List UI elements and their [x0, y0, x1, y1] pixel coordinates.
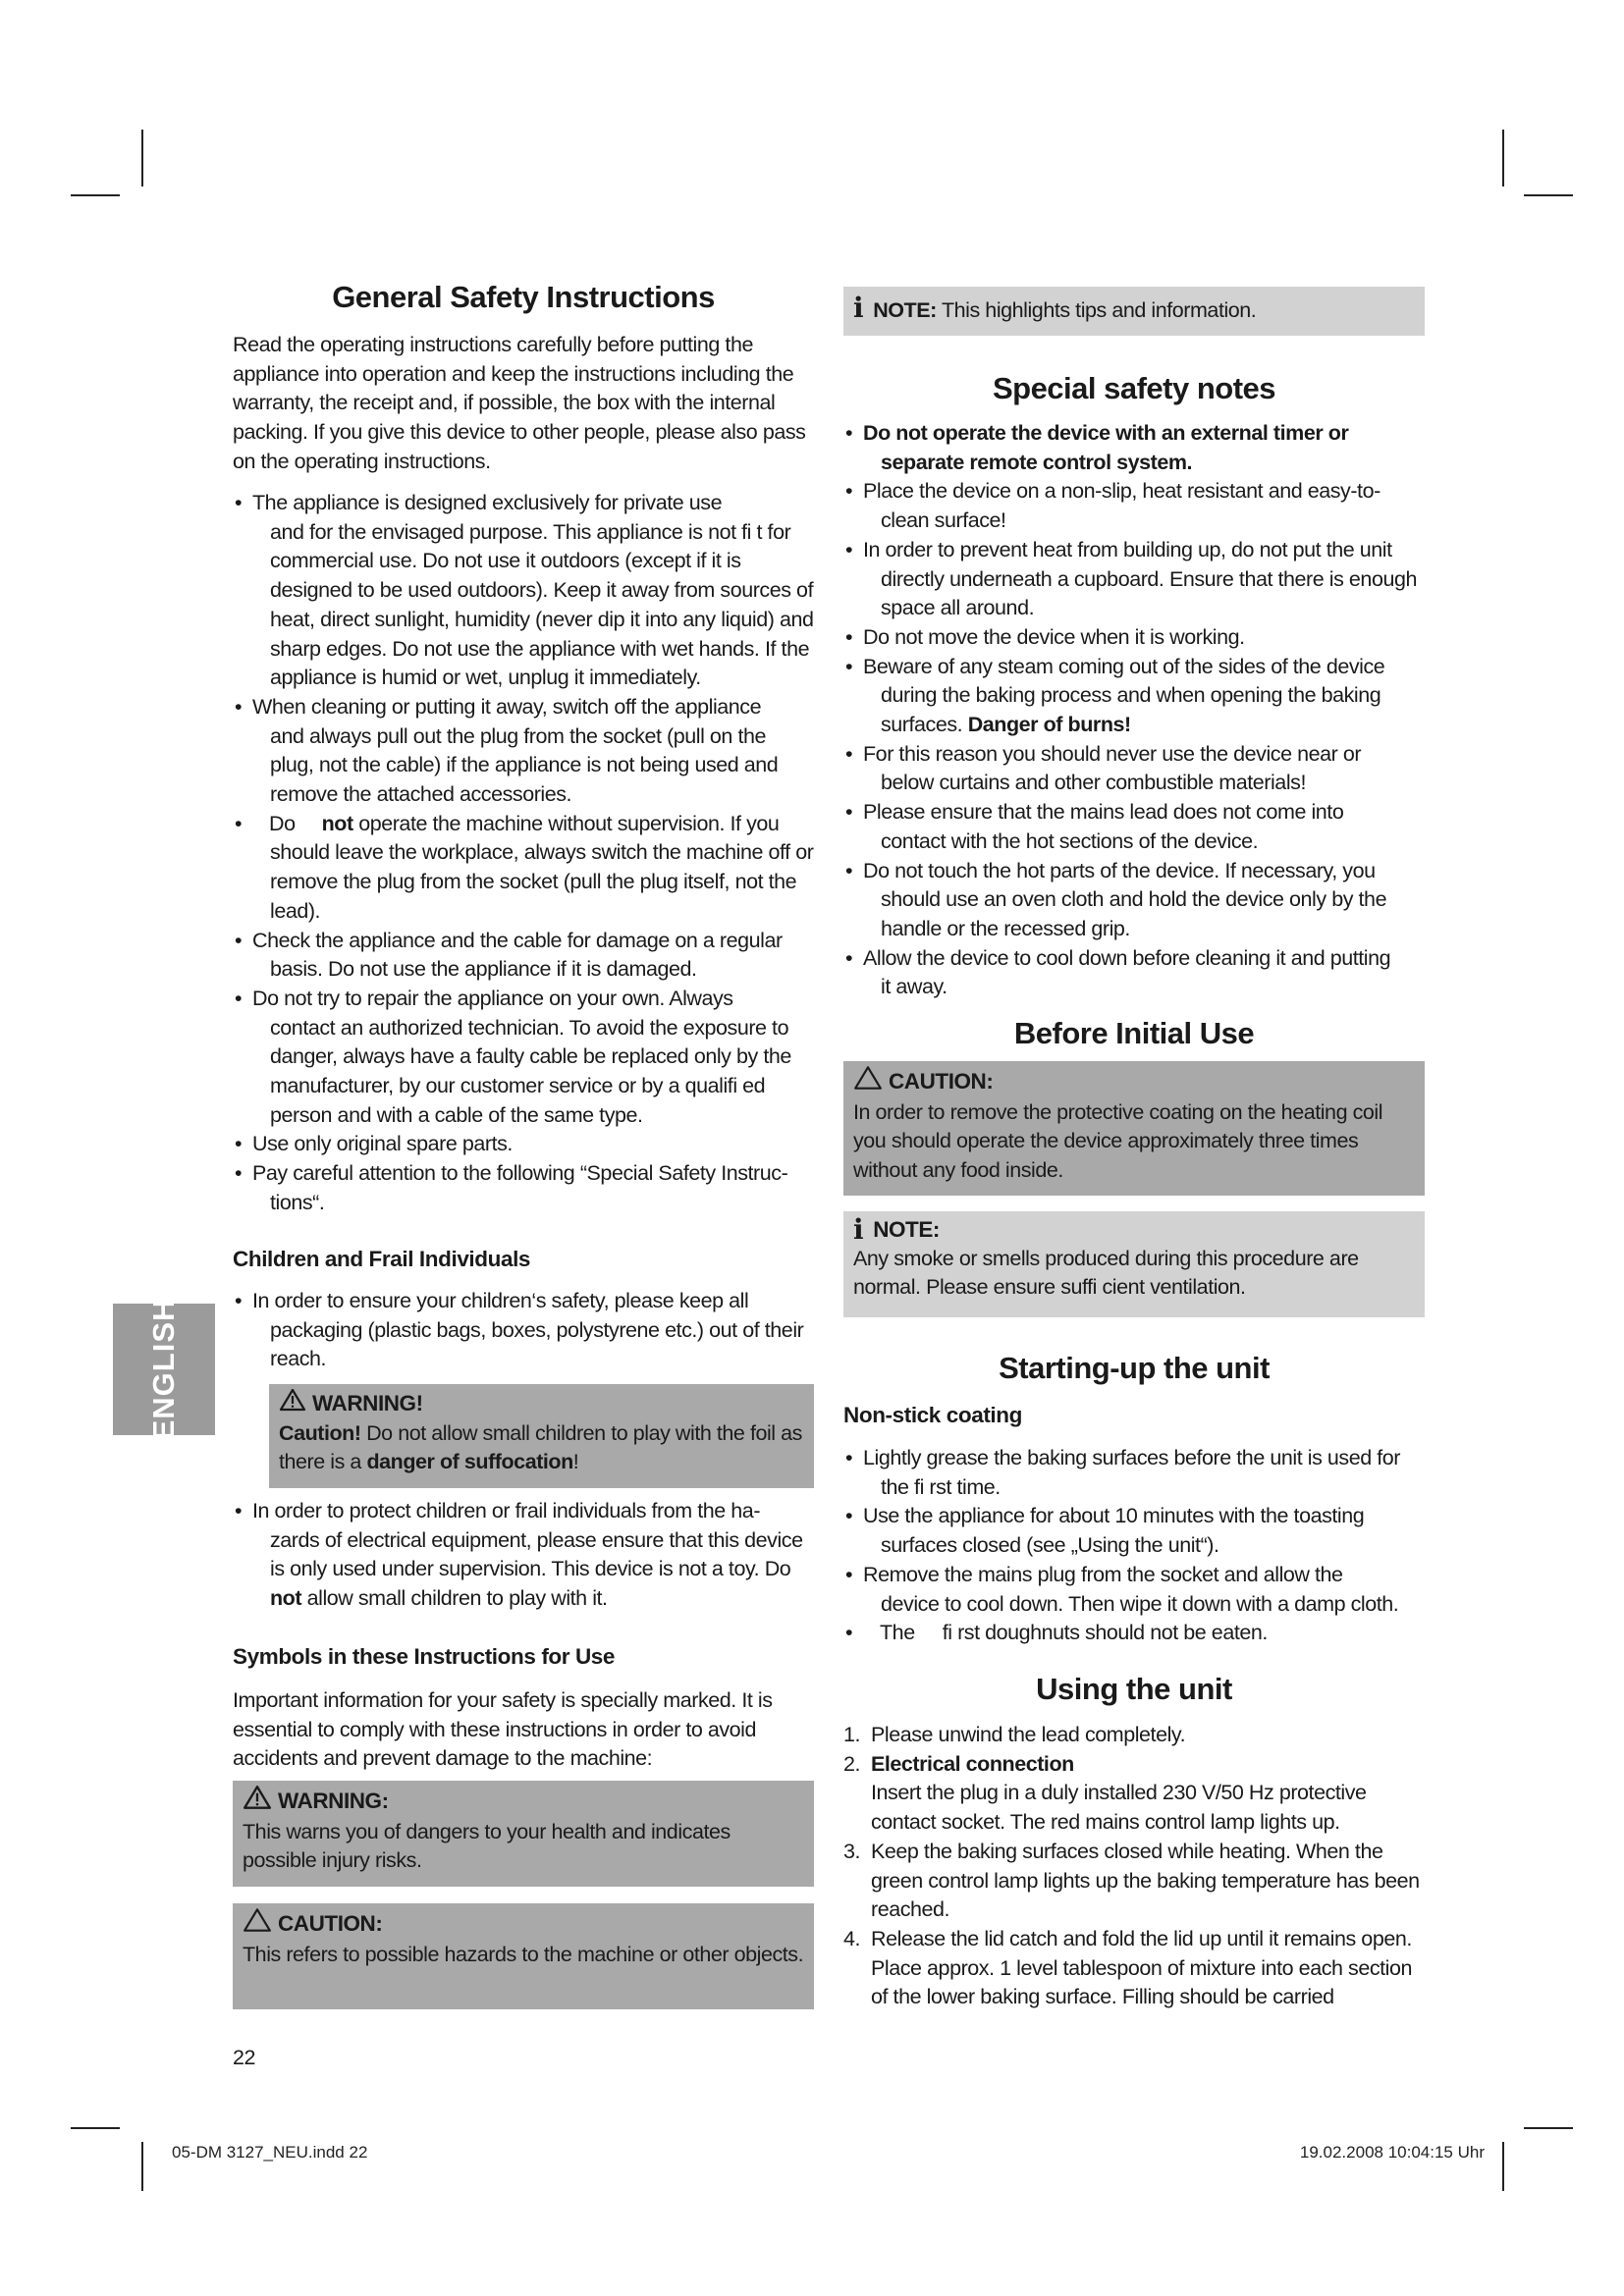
- crop-mark: [71, 194, 120, 196]
- symbols-title: Symbols in these Instructions for Use: [233, 1644, 616, 1669]
- list-item: • In order to ensure your children‘s safety, please keep all packaging (plastic bags, boxes, polystyrene etc.) out of their reach.: [233, 1287, 814, 1374]
- before-initial-use-title: Before Initial Use: [1013, 1016, 1255, 1050]
- crop-mark: [1502, 2142, 1504, 2191]
- list-item: • Place the device on a non-slip, heat resistant and easy-to- clean surface!: [843, 477, 1425, 535]
- crop-mark: [141, 130, 143, 187]
- general-safety-intro: Read the operating instructions carefully before putting the appliance into operation and keep the instructions including the warranty, the receipt and, if possible, the box with the internal packing. If you give this device to other people, please also pass on the operating instructions.: [233, 333, 806, 473]
- list-item: • The appliance is designed exclusively for private use and for the envisaged purpose. This appliance is not fi t for commercial use. Do not use it outdoors (except if it is designed to be used outdoors). Keep it away from sources of heat, direct sunlight, humidity (never dip it into any liquid) and sharp edges. Do not use the appliance with wet hands. If the appliance is humid or wet, unplug it immediately.: [233, 489, 814, 693]
- list-item: • Do not operate the device with an external timer or separate remote control system.: [843, 419, 1425, 477]
- warning-symbol-box: WARNING: This warns you of dangers to your health and indicates possible injury risks.: [233, 1781, 814, 1887]
- note-symbol-box: i NOTE: This highlights tips and information.: [843, 287, 1425, 336]
- list-item: • Do not try to repair the appliance on your own. Always contact an authorized technician. To avoid the exposure to danger, always have a faulty cable be replaced only by the manufacturer, by our customer service or by a qualifi ed person and with a cable of the same type.: [233, 985, 814, 1131]
- list-item: 1. Please unwind the lead completely.: [843, 1723, 1186, 1746]
- list-item: • When cleaning or putting it away, switch off the appliance and always pull out the plug from the socket (pull on the plug, not the cable) if the appliance is not being used and remove the attached accessories.: [233, 693, 814, 810]
- list-item: • Pay careful attention to the following “Special Safety Instruc- tions“.: [233, 1159, 814, 1217]
- list-item: • Please ensure that the mains lead does not come into contact with the hot sections of the device.: [843, 798, 1425, 856]
- list-item: • Do not move the device when it is working.: [843, 623, 1425, 653]
- starting-up-title: Starting-up the unit: [999, 1351, 1270, 1385]
- list-item: • Check the appliance and the cable for damage on a regular basis. Do not use the appliance if it is damaged.: [233, 927, 814, 985]
- list-item: 4. Release the lid catch and fold the lid up until it remains open. Place approx. 1 level tablespoon of mixture into each section of the lower baking surface. Filling should be carried: [843, 1926, 1413, 2009]
- general-safety-list: [233, 489, 814, 1218]
- caution-box: CAUTION: In order to remove the protective coating on the heating coil you should operate the device approximately three times without any food inside.: [843, 1061, 1425, 1196]
- info-icon: i: [853, 1212, 864, 1246]
- list-item: • Use only original spare parts.: [233, 1130, 814, 1159]
- crop-mark: [1524, 2127, 1573, 2129]
- non-stick-coating-title: Non-stick coating: [843, 1403, 1022, 1427]
- warning-triangle-icon: [243, 1785, 272, 1818]
- symbols-text: Important information for your safety is specially marked. It is essential to comply with these instructions in order to avoid accidents and prevent damage to the machine:: [233, 1688, 773, 1771]
- children-list-2: [233, 1497, 814, 1614]
- warning-triangle-icon: [279, 1388, 306, 1419]
- crop-mark: [1524, 194, 1573, 196]
- list-item: • Beware of any steam coming out of the sides of the device during the baking process and when opening the baking surfaces. Danger of burns!: [843, 653, 1425, 740]
- list-item: • Remove the mains plug from the socket and allow the device to cool down. Then wipe it down with a damp cloth.: [843, 1561, 1425, 1619]
- list-item: • Allow the device to cool down before cleaning it and putting it away.: [843, 944, 1425, 1002]
- list-item: • Use the appliance for about 10 minutes with the toasting surfaces closed (see „Using the unit“).: [843, 1502, 1425, 1560]
- caution-symbol-box: CAUTION: This refers to possible hazards to the machine or other objects.: [233, 1903, 814, 2009]
- list-item: 2. Electrical connection Insert the plug in a duly installed 230 V/50 Hz protective contact socket. The red mains control lamp lights up.: [843, 1751, 1367, 1835]
- warning-box: WARNING! Caution! Do not allow small children to play with the foil as there is a danger of suffocation!: [269, 1384, 814, 1488]
- crop-mark: [141, 2142, 143, 2191]
- crop-mark: [1502, 130, 1504, 187]
- list-item: • In order to prevent heat from building up, do not put the unit directly underneath a cupboard. Ensure that there is enough space all around.: [843, 536, 1425, 623]
- list-item: • Do not touch the hot parts of the device. If necessary, you should use an oven cloth and hold the device only by the handle or the recessed grip.: [843, 857, 1425, 944]
- using-steps-list: [843, 1721, 1425, 2012]
- note-box: i NOTE: Any smoke or smells produced during this procedure are normal. Please ensure suffi cient ventilation.: [843, 1211, 1425, 1317]
- list-item: • The fi rst doughnuts should not be eaten.: [843, 1619, 1425, 1648]
- footer-file-name: 05-DM 3127_NEU.indd 22: [172, 2143, 368, 2162]
- footer-datetime: 19.02.2008 10:04:15 Uhr: [1299, 2143, 1485, 2162]
- list-item: • Do not operate the machine without supervision. If you should leave the workplace, always switch the machine off or remove the plug from the socket (pull the plug itself, not the lead).: [233, 810, 814, 927]
- children-title: Children and Frail Individuals: [233, 1247, 531, 1271]
- language-tab: [113, 1298, 215, 1441]
- info-icon: i: [853, 292, 864, 324]
- general-safety-title: General Safety Instructions: [332, 280, 715, 314]
- special-safety-title: Special safety notes: [992, 371, 1276, 405]
- language-tab-label: ENGLISH: [146, 1298, 181, 1441]
- list-item: • Lightly grease the baking surfaces before the unit is used for the fi rst time.: [843, 1444, 1425, 1502]
- starting-up-list: [843, 1444, 1425, 1648]
- caution-triangle-icon: [853, 1065, 883, 1098]
- list-item: • For this reason you should never use the device near or below curtains and other combustible materials!: [843, 740, 1425, 798]
- caution-triangle-icon: [243, 1907, 272, 1941]
- list-item: • In order to protect children or frail individuals from the ha- zards of electrical equipment, please ensure that this device is only used under supervision. This device is not a toy. Do not allow small children to play with it.: [233, 1497, 814, 1614]
- crop-mark: [71, 2127, 120, 2129]
- list-item: 3. Keep the baking surfaces closed while heating. When the green control lamp lights up the baking temperature has been reached.: [843, 1839, 1420, 1922]
- children-list-1: [233, 1287, 814, 1374]
- using-the-unit-title: Using the unit: [1036, 1672, 1232, 1706]
- page-number: 22: [233, 2046, 256, 2069]
- special-safety-list: [843, 419, 1425, 1002]
